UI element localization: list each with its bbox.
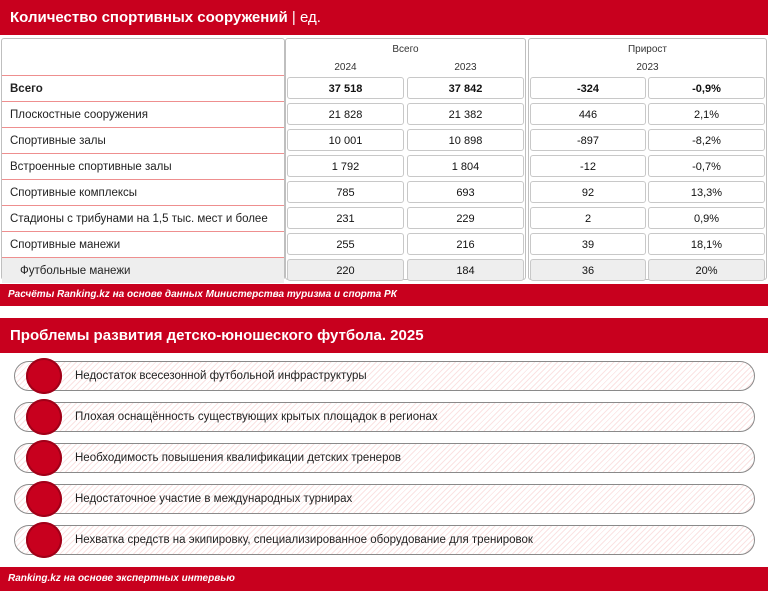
problem-item [14, 361, 755, 391]
problems-title: Проблемы развития детско-юношеского футбола. 2025 [10, 327, 424, 344]
cell-2024: 37 518 [287, 77, 404, 99]
cell-2023: 693 [407, 181, 524, 203]
bullet-circle-icon [26, 481, 62, 517]
cell-growth-abs: 36 [530, 259, 646, 281]
bullet-circle-icon [26, 358, 62, 394]
cell-2024: 21 828 [287, 103, 404, 125]
row-label: Встроенные спортивные залы [2, 153, 284, 179]
header-total: Всего [392, 44, 419, 55]
table-row [0, 127, 768, 153]
cell-2023: 229 [407, 207, 524, 229]
header-2023: 2023 [454, 62, 477, 73]
cell-growth-pct: 2,1% [648, 103, 765, 125]
header-growth: Прирост [627, 44, 668, 55]
cell-growth-pct: 0,9% [648, 207, 765, 229]
table-source: Расчёты Ranking.kz на основе данных Министерства туризма и спорта РК [8, 289, 397, 300]
table-row [0, 75, 768, 101]
table-row [0, 153, 768, 179]
problems-source-bar [0, 567, 768, 591]
problems-source: Ranking.kz на основе экспертных интервью [8, 573, 235, 584]
problem-item [14, 525, 755, 555]
cell-growth-abs: -12 [530, 155, 646, 177]
cell-2023: 184 [407, 259, 524, 281]
cell-2024: 1 792 [287, 155, 404, 177]
problem-text: Недостаток всесезонной футбольной инфраструктуры [75, 370, 367, 382]
problems-title-bar [0, 318, 768, 353]
problem-item [14, 402, 755, 432]
cell-growth-abs: 446 [530, 103, 646, 125]
problem-text: Недостаточное участие в международных турнирах [75, 493, 353, 505]
cell-2023: 10 898 [407, 129, 524, 151]
row-label: Спортивные залы [2, 127, 284, 153]
cell-growth-pct: 18,1% [648, 233, 765, 255]
cell-growth-pct: -0,9% [648, 77, 765, 99]
row-label: Всего [2, 75, 284, 101]
table-row [0, 179, 768, 205]
table-unit: | ед. [291, 9, 321, 26]
cell-growth-abs: 39 [530, 233, 646, 255]
problem-item [14, 484, 755, 514]
bullet-circle-icon [26, 440, 62, 476]
cell-growth-pct: -0,7% [648, 155, 765, 177]
problem-text: Нехватка средств на экипировку, специализированное оборудование для тренировок [75, 534, 533, 546]
problem-item [14, 443, 755, 473]
cell-growth-abs: 2 [530, 207, 646, 229]
cell-growth-abs: -324 [530, 77, 646, 99]
table-title-bar [0, 0, 768, 35]
cell-2024: 220 [287, 259, 404, 281]
cell-2023: 37 842 [407, 77, 524, 99]
cell-growth-abs: -897 [530, 129, 646, 151]
problem-text: Необходимость повышения квалификации детских тренеров [75, 452, 401, 464]
table-source-bar [0, 284, 768, 306]
bullet-circle-icon [26, 399, 62, 435]
cell-2023: 1 804 [407, 155, 524, 177]
cell-2024: 231 [287, 207, 404, 229]
cell-2024: 785 [287, 181, 404, 203]
cell-2024: 255 [287, 233, 404, 255]
table-row [0, 231, 768, 257]
cell-2023: 216 [407, 233, 524, 255]
cell-growth-pct: -8,2% [648, 129, 765, 151]
row-label: Футбольные манежи [2, 257, 284, 283]
row-label: Спортивные комплексы [2, 179, 284, 205]
table-row [0, 101, 768, 127]
cell-growth-pct: 20% [648, 259, 765, 281]
table-title: Количество спортивных сооружений [10, 9, 288, 26]
cell-2023: 21 382 [407, 103, 524, 125]
cell-2024: 10 001 [287, 129, 404, 151]
header-2024: 2024 [334, 62, 357, 73]
problem-text: Плохая оснащённость существующих крытых площадок в регионах [75, 411, 438, 423]
header-growth-year: 2023 [636, 62, 659, 73]
row-label: Плоскостные сооружения [2, 101, 284, 127]
row-label: Спортивные манежи [2, 231, 284, 257]
table-row [0, 257, 768, 283]
bullet-circle-icon [26, 522, 62, 558]
cell-growth-abs: 92 [530, 181, 646, 203]
cell-growth-pct: 13,3% [648, 181, 765, 203]
row-label: Стадионы с трибунами на 1,5 тыс. мест и более [2, 205, 284, 231]
table-row [0, 205, 768, 231]
